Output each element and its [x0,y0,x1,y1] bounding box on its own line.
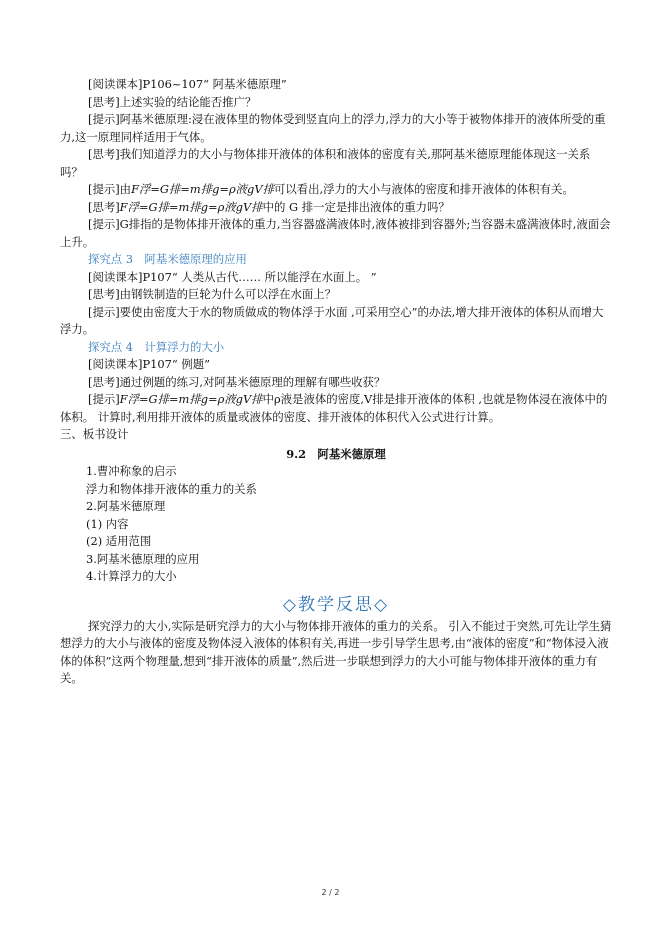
board-item: 2.阿基米德原理 [86,499,166,513]
board-item: 3.阿基米德原理的应用 [86,551,200,566]
topic-3-title: 探究点 3 阿基米德原理的应用 [88,252,247,266]
line-hint-1: [提示]阿基米德原理:浸在液体里的物体受到竖直向上的浮力,浮力的大小等于被物体排开的液体所受的重力,这一原理同样适用于气体。 [60,112,606,144]
line-hint-2 [60,181,612,199]
hint-2-prefix: [提示]由 [88,182,132,196]
formula-2: F浮=G排=m排g=ρ液gV排 [119,199,263,214]
line-hint-5 [60,391,612,426]
board-outline [60,463,612,586]
hint-5-prefix: [提示] [88,392,120,406]
line-think-1: [思考]上述实验的结论能否推广？ [88,94,257,109]
section-board-design: 三、板书设计 [60,427,129,441]
formula-3: F浮=G排=m排g=ρ液gV排 [119,392,263,406]
think-3-prefix: [思考] [88,199,120,214]
line-think-2: [思考]我们知道浮力的大小与物体排开液体的体积和液体的密度有关,那阿基米德原理能体现这一关系吗？ [60,147,591,179]
think-3-suffix: 中的 G 排一定是排出液体的重力吗？ [262,199,450,214]
board-title: 9.2 阿基米德原理 [286,446,386,461]
document-body [60,76,612,688]
line-think-4: [思考]由钢铁制造的巨轮为什么可以浮在水面上？ [88,287,337,301]
line-hint-3: [提示]G排指的是物体排开液体的重力,当容器盛满液体时,液体被排到容器外;当容器未盛满液体时,液面会上升。 [60,217,611,249]
board-item: (2) 适用范围 [86,534,152,548]
page-number: 2 / 2 [321,888,340,897]
board-item: 浮力和物体排开液体的重力的关系 [86,481,257,496]
hint-2-suffix: 可以看出,浮力的大小与液体的密度和排开液体的体积有关。 [273,182,574,196]
board-item: 4.计算浮力的大小 [86,569,177,583]
line-read-1: [阅读课本]P106~107“ 阿基米德原理” [88,77,287,91]
hint-5-suffix: 中ρ液是液体的密度,V排是排开液体的体积 ,也就是物体浸在液体中的体积。 计算时,利用排开液体的质量或液体的密度、排开液体的体积代入公式进行计算。 [60,392,608,424]
formula-1: F浮=G排=m排g=ρ液gV排 [131,182,274,196]
line-think-5: [思考]通过例题的练习,对阿基米德原理的理解有哪些收获？ [88,374,386,389]
line-read-3: [阅读课本]P107“ 例题” [88,357,210,371]
reflection-heading: ◇教学反思◇ [282,594,390,615]
board-item: 1.曹冲称象的启示 [86,464,177,478]
reflection-text: 探究浮力的大小,实际是研究浮力的大小与物体排开液体的重力的关系。 引入不能过于突然,可先让学生猜想浮力的大小与液体的密度及物体浸入液体的体积有关,再进一步引导学生思考,由“液体的密度”和“物体浸入液体的体积”这两个物理量,想到“排开液体的质量”,然后进一步联想到浮力的大小可能与物体排开液体的重力有关。 [60,618,612,685]
line-think-3 [60,199,612,217]
topic-4-title: 探究点 4 计算浮力的大小 [88,339,225,354]
board-item: (1) 内容 [86,516,129,531]
line-hint-4: [提示]要使由密度大于水的物质做成的物体浮于水面 ,可采用空心”的办法,增大排开液体的体积从而增大浮力。 [60,304,604,336]
line-read-2: [阅读课本]P107“ 人类从古代…… 所以能浮在水面上。 ” [88,269,377,284]
